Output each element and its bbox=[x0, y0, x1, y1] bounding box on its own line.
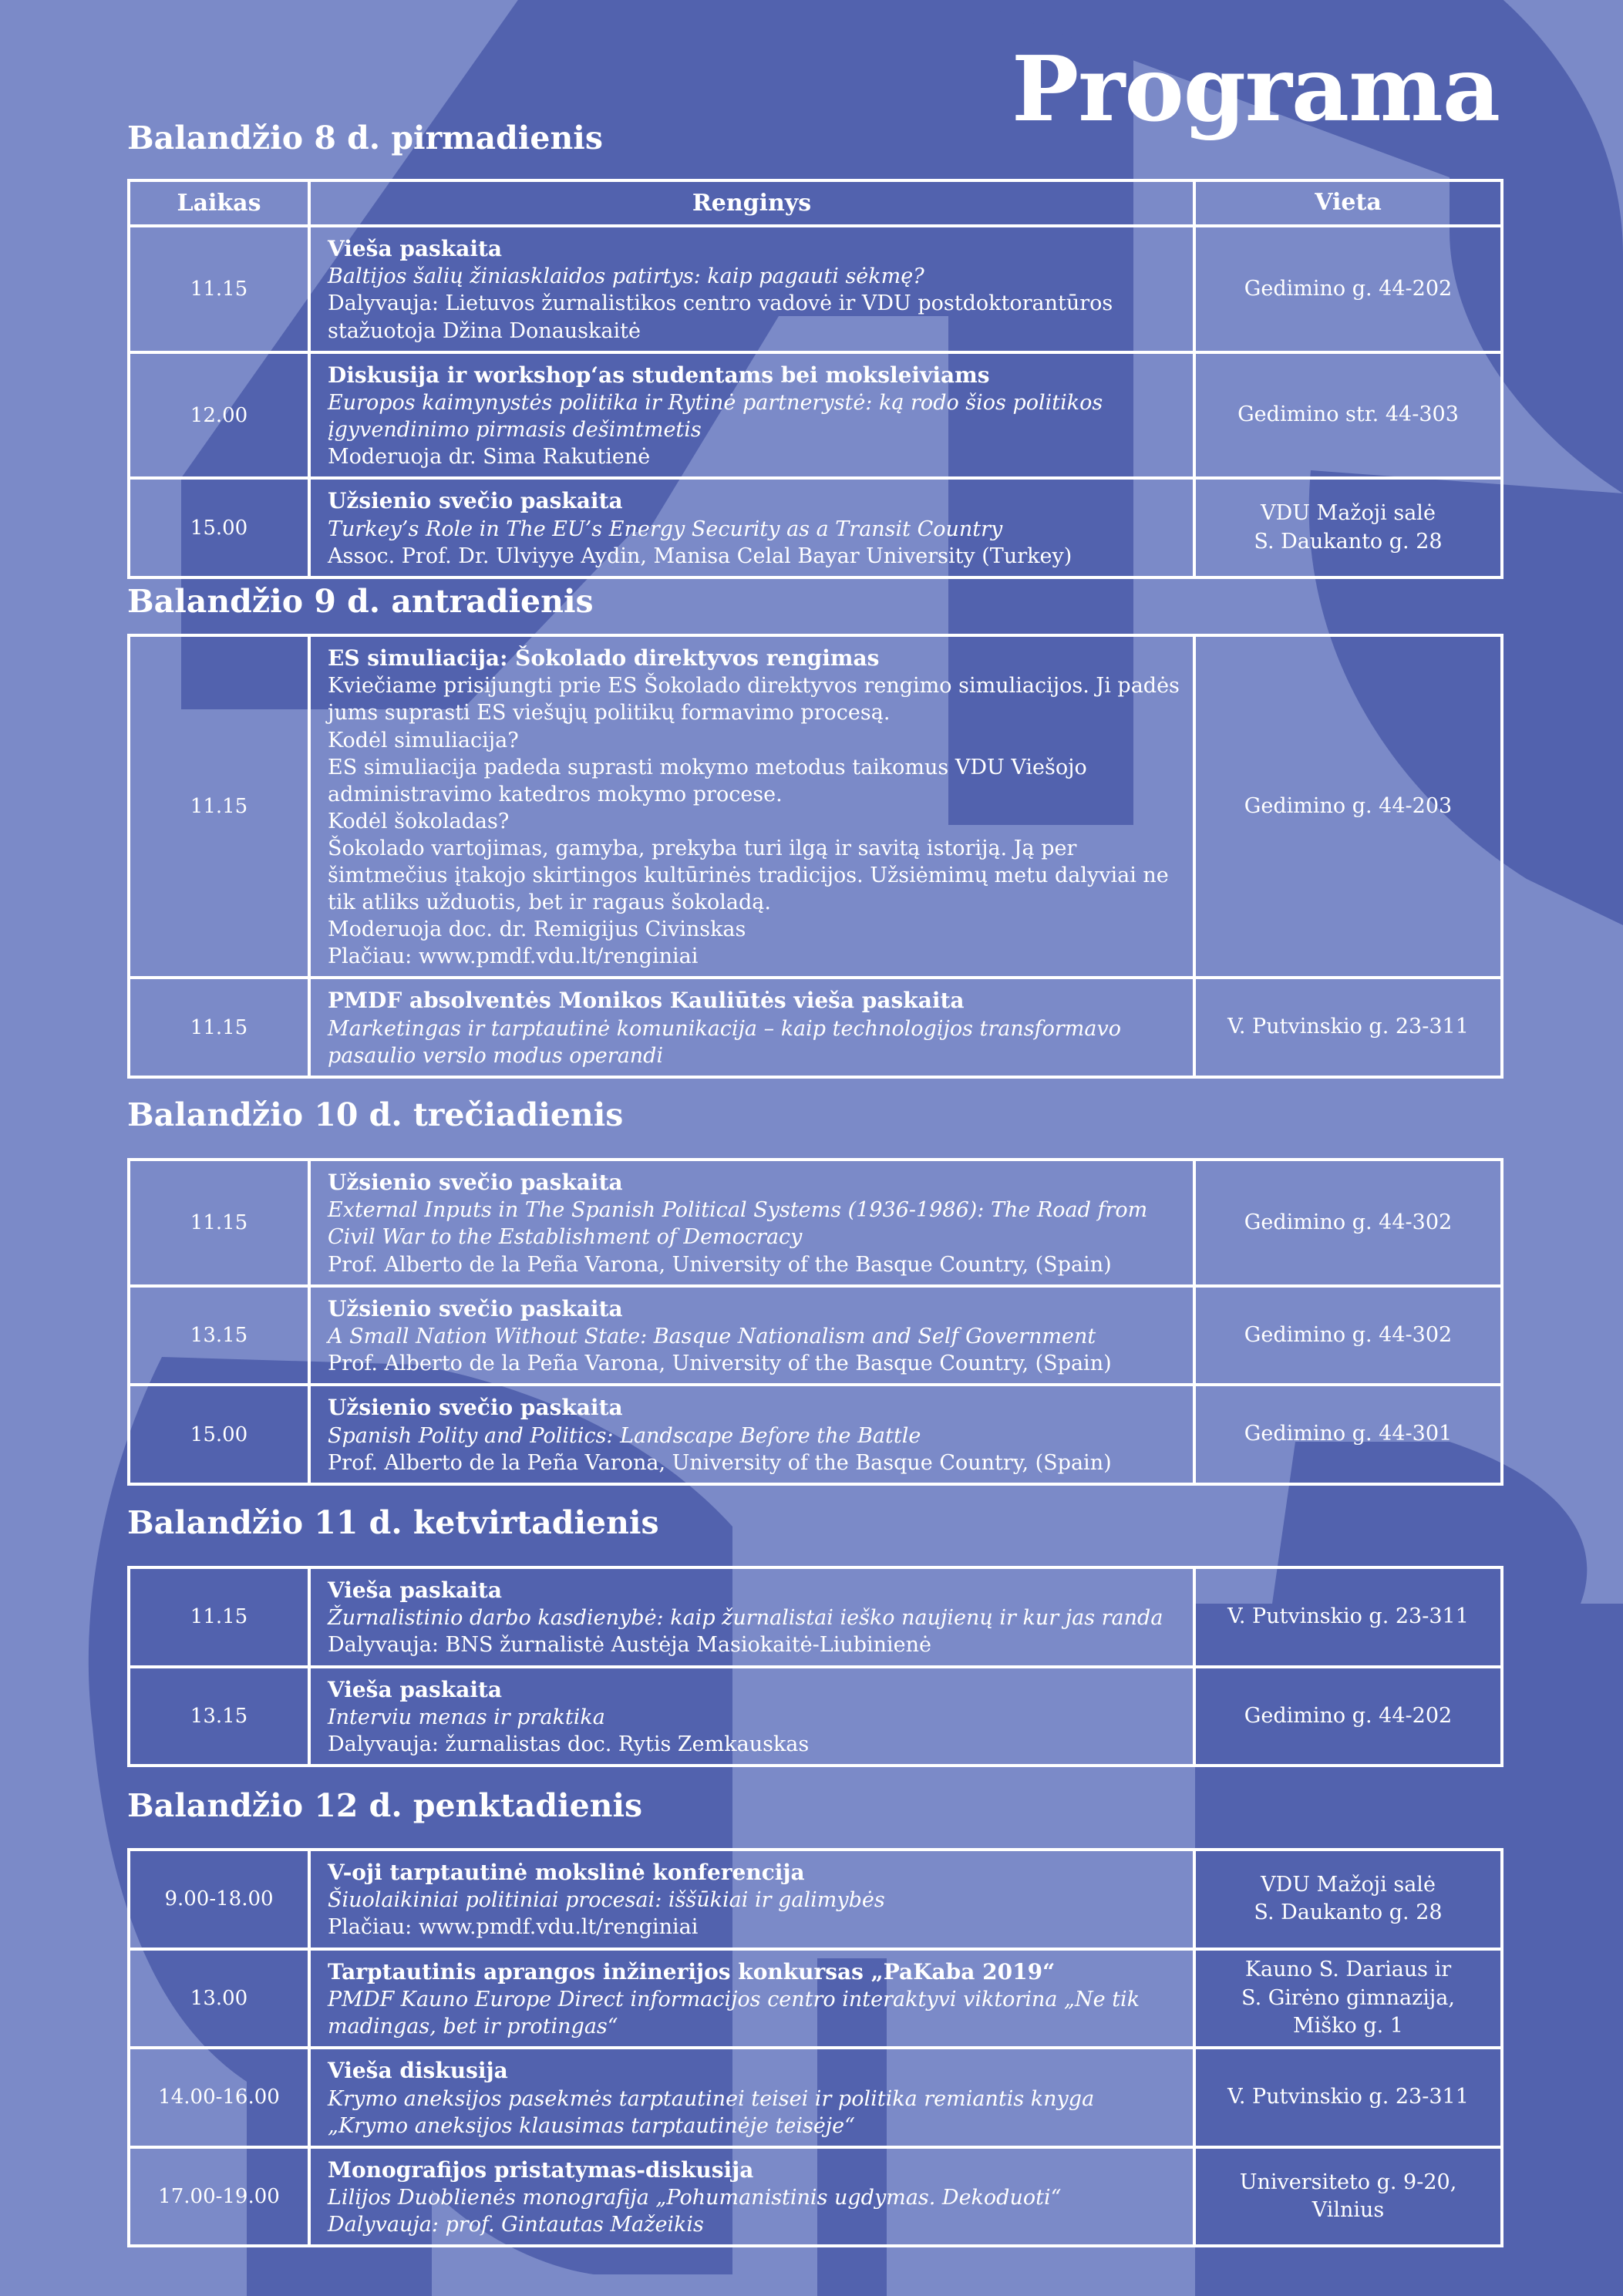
event-place bbox=[1194, 1850, 1502, 1949]
event-body-line: ES simuliacija padeda suprasti mokymo metodus taikomus VDU Viešojo administravimo katedros mokymo procese. bbox=[328, 755, 1087, 806]
table-row bbox=[129, 1850, 1502, 1949]
event-description bbox=[309, 226, 1194, 352]
table-row bbox=[129, 1286, 1502, 1385]
place-line: V. Putvinskio g. 23-311 bbox=[1227, 2085, 1469, 2109]
event-place bbox=[1194, 1160, 1502, 1286]
event-place bbox=[1194, 1567, 1502, 1667]
event-type: Užsienio svečio paskaita bbox=[328, 1295, 623, 1321]
table-header-row bbox=[129, 180, 1502, 226]
event-time: 9.00-18.00 bbox=[129, 1850, 309, 1949]
event-place bbox=[1194, 352, 1502, 479]
event-time: 11.15 bbox=[129, 978, 309, 1077]
table-row bbox=[129, 1160, 1502, 1286]
place-line: Gedimino g. 44-302 bbox=[1244, 1210, 1453, 1234]
place-line: S. Daukanto g. 28 bbox=[1254, 529, 1443, 554]
place-line: S. Girėno gimnazija, bbox=[1241, 1985, 1455, 2010]
event-subtitle: Žurnalistinio darbo kasdienybė: kaip žurnalistai ieško naujienų ir kur jas randa bbox=[328, 1606, 1163, 1631]
event-description bbox=[309, 1850, 1194, 1949]
place-line: Gedimino g. 44-302 bbox=[1244, 1322, 1453, 1347]
event-type: Užsienio svečio paskaita bbox=[328, 1395, 623, 1421]
event-description bbox=[309, 1286, 1194, 1385]
table-row bbox=[129, 978, 1502, 1077]
event-subtitle: Europos kaimynystės politika ir Rytinė partnerystė: ką rodo šios politikos įgyvendinimo pirmasis dešimtmetis bbox=[328, 391, 1103, 443]
table-row bbox=[129, 1949, 1502, 2049]
event-subtitle-line-2: Dalyvauja: prof. Gintautas Mažeikis bbox=[328, 2213, 704, 2237]
event-description bbox=[309, 1667, 1194, 1766]
event-time: 15.00 bbox=[129, 1385, 309, 1484]
place-line: S. Daukanto g. 28 bbox=[1254, 1900, 1443, 1925]
event-person: Prof. Alberto de la Peña Varona, University of the Basque Country, (Spain) bbox=[328, 1450, 1112, 1475]
event-type: Vieša paskaita bbox=[328, 236, 503, 261]
page-title: Programa bbox=[1011, 37, 1500, 142]
event-person: Prof. Alberto de la Peña Varona, University of the Basque Country, (Spain) bbox=[328, 1352, 1112, 1376]
day-heading: Balandžio 8 d. pirmadienis bbox=[127, 120, 603, 157]
place-line: Gedimino str. 44-303 bbox=[1237, 402, 1459, 427]
event-body-line: Kviečiame prisijungti prie ES Šokolado direktyvos rengimo simuliacijos. Ji padės jums suprasti ES viešųjų politikų formavimo procesą. bbox=[328, 674, 1180, 725]
event-place bbox=[1194, 1385, 1502, 1484]
table-row bbox=[129, 478, 1502, 577]
event-subtitle: A Small Nation Without State: Basque Nationalism and Self Government bbox=[328, 1325, 1096, 1349]
event-subtitle: PMDF Kauno Europe Direct informacijos centro interaktyvi viktorina „Ne tik madingas, bet ir protingas“ bbox=[328, 1987, 1140, 2039]
place-line: Miško g. 1 bbox=[1293, 2014, 1403, 2038]
event-type: PMDF absolventės Monikos Kauliūtės vieša paskaita bbox=[328, 988, 965, 1014]
event-description bbox=[309, 978, 1194, 1077]
place-line: V. Putvinskio g. 23-311 bbox=[1227, 1015, 1469, 1039]
event-description bbox=[309, 2048, 1194, 2147]
event-description bbox=[309, 1567, 1194, 1667]
table-row bbox=[129, 635, 1502, 978]
event-subtitle: Interviu menas ir praktika bbox=[328, 1705, 605, 1729]
event-subtitle: Baltijos šalių žiniasklaidos patirtys: kaip pagauti sėkmę? bbox=[328, 264, 924, 289]
place-line: Gedimino g. 44-301 bbox=[1244, 1422, 1453, 1446]
event-description bbox=[309, 1949, 1194, 2049]
place-line: Gedimino g. 44-202 bbox=[1244, 1703, 1453, 1728]
event-person: Moderuoja dr. Sima Rakutienė bbox=[328, 445, 651, 470]
event-time: 12.00 bbox=[129, 352, 309, 479]
schedule-table-day-2 bbox=[127, 634, 1503, 1079]
event-type: Vieša paskaita bbox=[328, 1676, 503, 1702]
table-row bbox=[129, 2048, 1502, 2147]
event-time: 11.15 bbox=[129, 1160, 309, 1286]
place-line: V. Putvinskio g. 23-311 bbox=[1227, 1604, 1469, 1629]
event-type: ES simuliacija: Šokolado direktyvos rengimas bbox=[328, 645, 880, 671]
event-description bbox=[309, 478, 1194, 577]
event-subtitle: Spanish Polity and Politics: Landscape Before the Battle bbox=[328, 1423, 921, 1448]
event-place bbox=[1194, 478, 1502, 577]
event-type: Vieša diskusija bbox=[328, 2058, 508, 2084]
place-line: VDU Mažoji salė bbox=[1261, 501, 1436, 526]
schedule-table-day-4 bbox=[127, 1566, 1503, 1767]
schedule-table-day-1 bbox=[127, 179, 1503, 579]
event-description bbox=[309, 1160, 1194, 1286]
place-line: VDU Mažoji salė bbox=[1261, 1872, 1436, 1897]
place-line: Universiteto g. 9-20, bbox=[1239, 2170, 1457, 2194]
event-body-line: Plačiau: www.pmdf.vdu.lt/renginiai bbox=[328, 944, 699, 969]
table-row bbox=[129, 226, 1502, 352]
event-subtitle: Krymo aneksijos pasekmės tarptautinei teisei ir politika remiantis knyga „Krymo aneksijos klausimas tarptautinėje teisėje“ bbox=[328, 2086, 1095, 2138]
event-time: 14.00-16.00 bbox=[129, 2048, 309, 2147]
event-description bbox=[309, 635, 1194, 978]
place-line: Vilnius bbox=[1312, 2198, 1385, 2223]
column-header-place: Vieta bbox=[1194, 180, 1502, 226]
event-person: Assoc. Prof. Dr. Ulviyye Aydin, Manisa Celal Bayar University (Turkey) bbox=[328, 544, 1072, 568]
event-time: 11.15 bbox=[129, 635, 309, 978]
event-time: 15.00 bbox=[129, 478, 309, 577]
event-time: 11.15 bbox=[129, 226, 309, 352]
event-description bbox=[309, 1385, 1194, 1484]
event-place bbox=[1194, 1667, 1502, 1766]
event-body-line: Moderuoja doc. dr. Remigijus Civinskas bbox=[328, 917, 746, 942]
place-line: Gedimino g. 44-203 bbox=[1244, 793, 1453, 818]
table-row bbox=[129, 1567, 1502, 1667]
event-description bbox=[309, 352, 1194, 479]
event-time: 13.00 bbox=[129, 1949, 309, 2049]
event-place bbox=[1194, 1286, 1502, 1385]
event-person: Dalyvauja: Lietuvos žurnalistikos centro vadovė ir VDU postdoktorantūros stažuotoja Džina Donauskaitė bbox=[328, 291, 1113, 343]
event-person: Dalyvauja: žurnalistas doc. Rytis Zemkauskas bbox=[328, 1732, 810, 1757]
schedule-table-day-5 bbox=[127, 1848, 1503, 2247]
event-subtitle: Turkey’s Role in The EU’s Energy Security as a Transit Country bbox=[328, 517, 1003, 541]
event-place bbox=[1194, 2147, 1502, 2247]
event-subtitle: Šiuolaikiniai politiniai procesai: iššūkiai ir galimybės bbox=[328, 1888, 885, 1913]
table-row bbox=[129, 352, 1502, 479]
event-place bbox=[1194, 978, 1502, 1077]
event-type: Monografijos pristatymas-diskusija bbox=[328, 2156, 754, 2183]
event-person: Plačiau: www.pmdf.vdu.lt/renginiai bbox=[328, 1915, 699, 1940]
day-heading: Balandžio 11 d. ketvirtadienis bbox=[127, 1504, 659, 1541]
day-heading: Balandžio 9 d. antradienis bbox=[127, 583, 594, 620]
event-type: Užsienio svečio paskaita bbox=[328, 1170, 623, 1195]
place-line: Gedimino g. 44-202 bbox=[1244, 276, 1453, 301]
event-subtitle: External Inputs in The Spanish Political Systems (1936-1986): The Road from Civil War to the Establishment of Democracy bbox=[328, 1198, 1148, 1250]
table-row bbox=[129, 2147, 1502, 2247]
event-subtitle: Marketingas ir tarptautinė komunikacija – kaip technologijos transformavo pasaulio verslo modus operandi bbox=[328, 1016, 1121, 1068]
event-type: V-oji tarptautinė mokslinė konferencija bbox=[328, 1860, 805, 1885]
event-person: Dalyvauja: BNS žurnalistė Austėja Masiokaitė-Liubinienė bbox=[328, 1633, 932, 1658]
event-place bbox=[1194, 2048, 1502, 2147]
event-body-line: Kodėl šokoladas? bbox=[328, 809, 510, 833]
event-place bbox=[1194, 1949, 1502, 2049]
day-heading: Balandžio 12 d. penktadienis bbox=[127, 1787, 643, 1824]
column-header-event: Renginys bbox=[309, 180, 1194, 226]
event-time: 13.15 bbox=[129, 1667, 309, 1766]
event-description bbox=[309, 2147, 1194, 2247]
event-subtitle: Lilijos Duoblienės monografija „Pohumanistinis ugdymas. Dekoduoti“ bbox=[328, 2186, 1062, 2210]
event-time: 11.15 bbox=[129, 1567, 309, 1667]
column-header-time: Laikas bbox=[129, 180, 309, 226]
table-row bbox=[129, 1385, 1502, 1484]
event-person: Prof. Alberto de la Peña Varona, University of the Basque Country, (Spain) bbox=[328, 1252, 1112, 1277]
schedule-table-day-3 bbox=[127, 1158, 1503, 1486]
event-place bbox=[1194, 226, 1502, 352]
event-place bbox=[1194, 635, 1502, 978]
place-line: Kauno S. Dariaus ir bbox=[1244, 1958, 1452, 1982]
event-time: 17.00-19.00 bbox=[129, 2147, 309, 2247]
table-row bbox=[129, 1667, 1502, 1766]
event-body-line: Šokolado vartojimas, gamyba, prekyba turi ilgą ir savitą istoriją. Ją per šimtmečius įtakojo skirtingos kultūrinės tradicijos. Užsiėmimų metu dalyviai ne tik atliks užduotis, bet ir ragaus šokoladą. bbox=[328, 836, 1169, 915]
event-type: Tarptautinis aprangos inžinerijos konkursas „PaKaba 2019“ bbox=[328, 1958, 1056, 1985]
event-body-line: Kodėl simuliacija? bbox=[328, 728, 519, 752]
event-type: Užsienio svečio paskaita bbox=[328, 488, 623, 514]
day-heading: Balandžio 10 d. trečiadienis bbox=[127, 1096, 624, 1133]
event-type: Vieša paskaita bbox=[328, 1577, 503, 1603]
event-time: 13.15 bbox=[129, 1286, 309, 1385]
event-type: Diskusija ir workshop‘as studentams bei moksleiviams bbox=[328, 362, 990, 388]
